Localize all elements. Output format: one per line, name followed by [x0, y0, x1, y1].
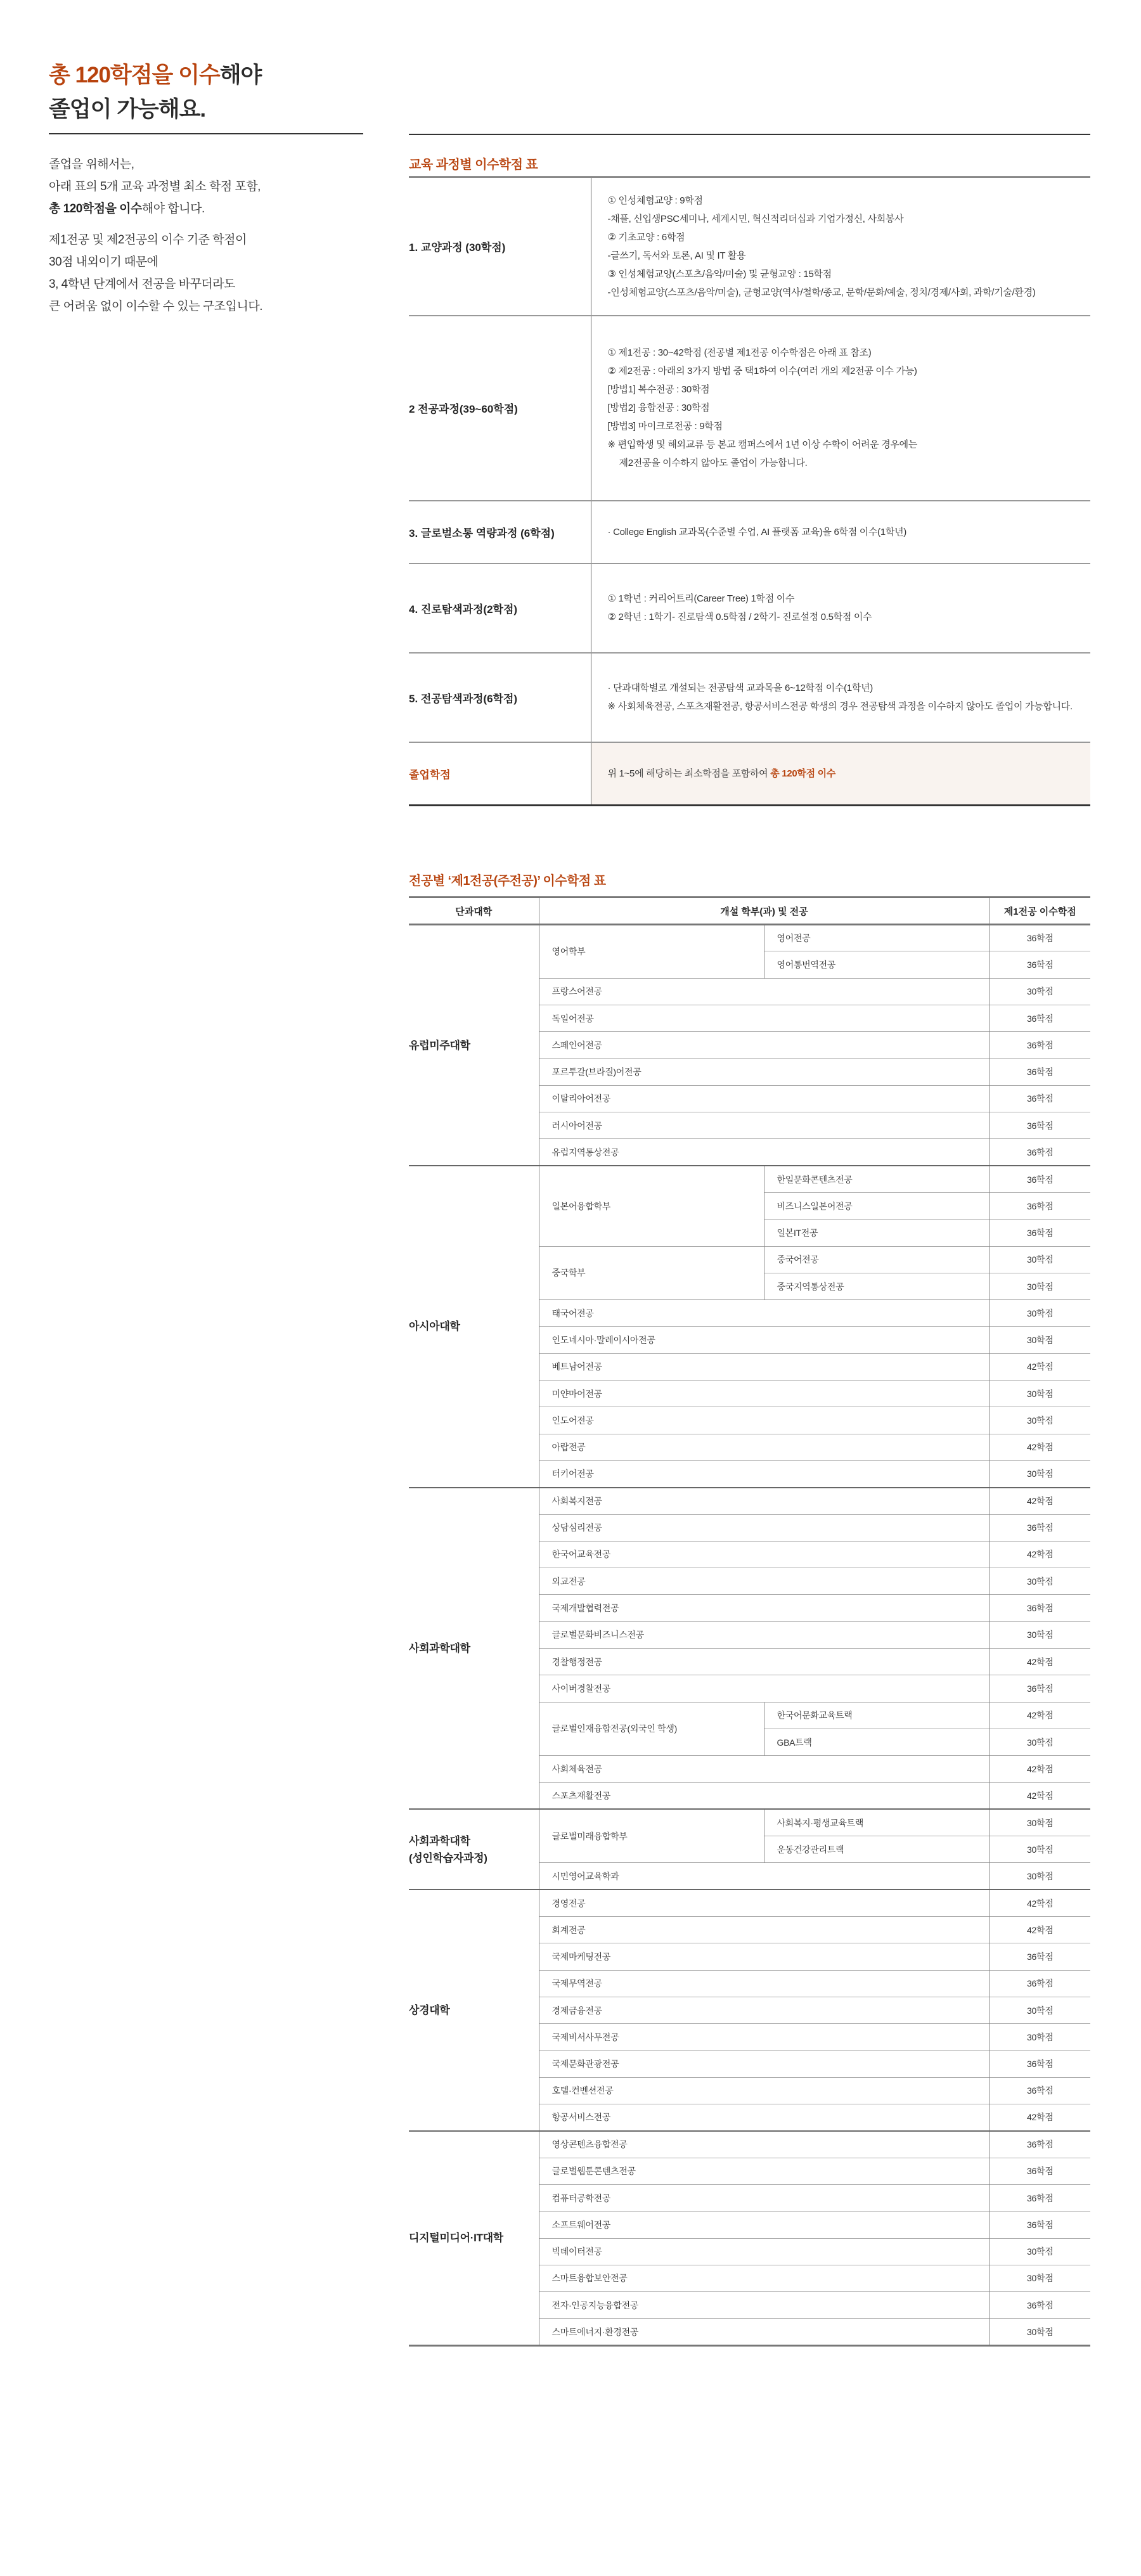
credit-value: 30학점: [990, 978, 1090, 1005]
course-line: · College English 교과목(수준별 수업, AI 플랫폼 교육)을 6학점 이수(1학년): [607, 526, 906, 538]
credit-value: 30학점: [990, 1246, 1090, 1273]
course-row: [409, 564, 1090, 653]
major-name: 회계전공: [539, 1916, 990, 1943]
credit-value: 30학점: [990, 1568, 1090, 1595]
major-name: 포르투갈(브라질)어전공: [539, 1059, 990, 1085]
credit-value: 36학점: [990, 2077, 1090, 2104]
course-table-title: 교육 과정별 이수학점 표: [409, 158, 538, 172]
intro-bold: 총 120학점을 이수: [49, 202, 142, 216]
credit-value: 30학점: [990, 1863, 1090, 1890]
major-credit-table: [409, 896, 1090, 2347]
course-row: [409, 653, 1090, 742]
credit-value: 42학점: [990, 1702, 1090, 1729]
major-name: 베트남어전공: [539, 1353, 990, 1380]
college-name: 디지털미디어·IT대학: [409, 2131, 539, 2345]
major-name: 아랍전공: [539, 1434, 990, 1460]
intro-line: 제1전공 및 제2전공의 이수 기준 학점이: [49, 233, 247, 247]
major-name: 호텔·컨벤션전공: [539, 2077, 990, 2104]
intro-line: 3, 4학년 단계에서 전공을 바꾸더라도: [49, 278, 235, 291]
credit-value: 30학점: [990, 1729, 1090, 1755]
credit-value: 30학점: [990, 1327, 1090, 1353]
course-content: [591, 177, 1090, 316]
course-line: ③ 인성체험교양(스포츠/음악/미술) 및 균형교양 : 15학점: [607, 268, 832, 280]
credit-value: 36학점: [990, 951, 1090, 978]
credit-value: 42학점: [990, 1890, 1090, 1916]
credit-value: 42학점: [990, 1488, 1090, 1514]
graduation-highlight: 총 120학점 이수: [770, 768, 836, 779]
headline-highlight: 총 120학점을 이수: [49, 63, 220, 87]
course-line: 제2전공을 이수하지 않아도 졸업이 가능합니다.: [619, 458, 808, 468]
major-name: 경찰행정전공: [539, 1649, 990, 1675]
major-name: 스포츠재활전공: [539, 1782, 990, 1809]
course-line: -글쓰기, 독서와 토론, AI 및 IT 활용: [607, 250, 746, 261]
major-name: 비즈니스일본어전공: [764, 1192, 990, 1219]
major-name: 영어통번역전공: [764, 951, 990, 978]
major-name: 글로벌웹툰콘텐츠전공: [539, 2158, 990, 2184]
major-name: 태국어전공: [539, 1300, 990, 1327]
credit-value: 36학점: [990, 2131, 1090, 2158]
department-name: 중국학부: [539, 1246, 764, 1300]
major-name: 국제문화관광전공: [539, 2051, 990, 2077]
course-line: ② 제2전공 : 아래의 3가지 방법 중 택1하여 이수(여러 개의 제2전공 이수 가능): [607, 366, 917, 377]
credit-value: 36학점: [990, 1675, 1090, 1702]
credit-value: 36학점: [990, 1166, 1090, 1192]
major-name: 스마트에너지·환경전공: [539, 2319, 990, 2345]
course-line: · 단과대학별로 개설되는 전공탐색 교과목을 6~12학점 이수(1학년): [607, 683, 873, 693]
credit-value: 36학점: [990, 2212, 1090, 2238]
course-row: [409, 501, 1090, 564]
credit-value: 42학점: [990, 1782, 1090, 1809]
major-name: 미얀마어전공: [539, 1381, 990, 1407]
course-line: [방법3] 마이크로전공 : 9학점: [607, 421, 723, 432]
table-row: [409, 2131, 1090, 2158]
course-content: [591, 653, 1090, 742]
course-content: [591, 564, 1090, 653]
course-line: ※ 편입학생 및 해외교류 등 본교 캠퍼스에서 1년 이상 수학이 어려운 경우에는: [607, 439, 918, 450]
major-name: 전자·인공지능융합전공: [539, 2292, 990, 2319]
major-name: 한국어문화교육트랙: [764, 1702, 990, 1729]
course-line: ① 1학년 : 커리어트리(Career Tree) 1학점 이수: [607, 593, 795, 604]
credit-value: 30학점: [990, 2319, 1090, 2345]
major-name: 인도어전공: [539, 1407, 990, 1434]
credit-value: 36학점: [990, 1139, 1090, 1166]
credit-value: 30학점: [990, 1300, 1090, 1327]
headline-line2: 졸업이 가능해요.: [49, 97, 206, 122]
major-name: 사이버경찰전공: [539, 1675, 990, 1702]
major-name: 이탈리아어전공: [539, 1085, 990, 1112]
table-row: [409, 1809, 1090, 1836]
credit-value: 36학점: [990, 1943, 1090, 1970]
credit-value: 30학점: [990, 2265, 1090, 2291]
intro-line: 30점 내외이기 때문에: [49, 255, 158, 269]
major-name: 국제마케팅전공: [539, 1943, 990, 1970]
course-row: [409, 177, 1090, 316]
course-line: ① 인성체험교양 : 9학점: [607, 195, 703, 206]
college-name: 아시아대학: [409, 1166, 539, 1488]
credit-value: 36학점: [990, 1032, 1090, 1059]
intro-line: 해야 합니다.: [141, 202, 205, 216]
major-name: 영어전공: [764, 925, 990, 951]
major-name: 중국어전공: [764, 1246, 990, 1273]
major-name: 국제무역전공: [539, 1970, 990, 1997]
credit-value: 30학점: [990, 2238, 1090, 2265]
major-name: 유럽지역통상전공: [539, 1139, 990, 1166]
major-name: 러시아어전공: [539, 1112, 990, 1139]
course-label: 4. 진로탐색과정(2학점): [409, 564, 591, 653]
major-name: 경영전공: [539, 1890, 990, 1916]
major-name: 빅데이터전공: [539, 2238, 990, 2265]
course-line: -채플, 신입생PSC세미나, 세계시민, 혁신적리더십과 기업가정신, 사회봉사: [607, 213, 904, 224]
major-name: GBA트랙: [764, 1729, 990, 1755]
college-name: 상경대학: [409, 1890, 539, 2131]
intro-text: [49, 153, 262, 326]
major-name: 한일문화콘텐츠전공: [764, 1166, 990, 1192]
course-label: 1. 교양과정 (30학점): [409, 177, 591, 316]
divider: [409, 134, 1090, 135]
credit-value: 36학점: [990, 1514, 1090, 1541]
credit-value: 42학점: [990, 1353, 1090, 1380]
course-content: [591, 316, 1090, 501]
course-row: [409, 316, 1090, 501]
major-name: 한국어교육전공: [539, 1541, 990, 1568]
major-name: 사회복지·평생교육트랙: [764, 1809, 990, 1836]
major-name: 사회체육전공: [539, 1756, 990, 1782]
graduation-content: [591, 742, 1090, 806]
major-name: 독일어전공: [539, 1005, 990, 1031]
college-name: 사회과학대학 (성인학습자과정): [409, 1809, 539, 1890]
table-row: [409, 1488, 1090, 1514]
graduation-row: [409, 742, 1090, 806]
major-name: 컴퓨터공학전공: [539, 2184, 990, 2211]
major-name: 상담심리전공: [539, 1514, 990, 1541]
credit-value: 30학점: [990, 1381, 1090, 1407]
course-line: ② 2학년 : 1학기- 진로탐색 0.5학점 / 2학기- 진로설정 0.5학점 이수: [607, 612, 872, 622]
graduation-text: 위 1~5에 해당하는 최소학점을 포함하여: [607, 768, 771, 779]
credit-value: 36학점: [990, 1112, 1090, 1139]
credit-value: 30학점: [990, 1273, 1090, 1299]
table-row: [409, 925, 1090, 951]
credit-value: 36학점: [990, 1005, 1090, 1031]
header-major: 개설 학부(과) 및 전공: [539, 898, 990, 925]
course-line: ① 제1전공 : 30~42학점 (전공별 제1전공 이수학점은 아래 표 참조): [607, 347, 872, 358]
major-name: 외교전공: [539, 1568, 990, 1595]
course-content: [591, 501, 1090, 564]
major-name: 경제금융전공: [539, 1997, 990, 2023]
credit-value: 36학점: [990, 1192, 1090, 1219]
major-name: 인도네시아·말레이시아전공: [539, 1327, 990, 1353]
department-name: 일본어융합학부: [539, 1166, 764, 1246]
intro-line: 큰 어려움 없이 이수할 수 있는 구조입니다.: [49, 300, 262, 313]
credit-value: 30학점: [990, 2024, 1090, 2051]
credit-value: 42학점: [990, 1434, 1090, 1460]
major-table-title: 전공별 ‘제1전공(주전공)’ 이수학점 표: [409, 874, 606, 888]
credit-value: 36학점: [990, 1220, 1090, 1246]
course-line: [방법1] 복수전공 : 30학점: [607, 384, 710, 395]
college-name: 유럽미주대학: [409, 925, 539, 1166]
header-credit: 제1전공 이수학점: [990, 898, 1090, 925]
credit-value: 42학점: [990, 1916, 1090, 1943]
course-label: 5. 전공탐색과정(6학점): [409, 653, 591, 742]
department-name: 글로벌인재융합전공(외국인 학생): [539, 1702, 764, 1756]
credit-value: 30학점: [990, 1836, 1090, 1863]
major-name: 영상콘텐츠융합전공: [539, 2131, 990, 2158]
major-name: 프랑스어전공: [539, 978, 990, 1005]
course-label: 2 전공과정(39~60학점): [409, 316, 591, 501]
credit-value: 36학점: [990, 1595, 1090, 1621]
major-name: 중국지역통상전공: [764, 1273, 990, 1299]
major-name: 국제개발협력전공: [539, 1595, 990, 1621]
credit-value: 36학점: [990, 2158, 1090, 2184]
credit-value: 42학점: [990, 1649, 1090, 1675]
credit-value: 30학점: [990, 1407, 1090, 1434]
major-name: 스마트융합보안전공: [539, 2265, 990, 2291]
major-name: 스페인어전공: [539, 1032, 990, 1059]
course-credit-table: [409, 176, 1090, 806]
credit-value: 30학점: [990, 1809, 1090, 1836]
course-line: -인성체험교양(스포츠/음악/미술), 균형교양(역사/철학/종교, 문학/문화/예술, 정치/경제/사회, 과학/기술/환경): [607, 287, 1036, 298]
credit-value: 30학점: [990, 1997, 1090, 2023]
major-name: 운동건강관리트랙: [764, 1836, 990, 1863]
headline-rest: 해야: [219, 63, 262, 87]
course-line: ※ 사회체육전공, 스포츠재활전공, 항공서비스전공 학생의 경우 전공탐색 과정을 이수하지 않아도 졸업이 가능합니다.: [607, 701, 1073, 712]
credit-value: 36학점: [990, 2184, 1090, 2211]
intro-line: 아래 표의 5개 교육 과정별 최소 학점 포함,: [49, 180, 261, 193]
course-line: [방법2] 융합전공 : 30학점: [607, 402, 710, 413]
credit-value: 42학점: [990, 1541, 1090, 1568]
table-row: [409, 1890, 1090, 1916]
major-name: 소프트웨어전공: [539, 2212, 990, 2238]
table-row: [409, 1166, 1090, 1192]
headline: [49, 58, 261, 127]
credit-value: 30학점: [990, 1460, 1090, 1487]
course-label: 3. 글로벌소통 역량과정 (6학점): [409, 501, 591, 564]
department-name: 글로벌미래융합학부: [539, 1809, 764, 1863]
major-name: 일본IT전공: [764, 1220, 990, 1246]
major-name: 국제비서사무전공: [539, 2024, 990, 2051]
credit-value: 36학점: [990, 925, 1090, 951]
credit-value: 36학점: [990, 2292, 1090, 2319]
major-name: 글로벌문화비즈니스전공: [539, 1621, 990, 1648]
major-name: 터키어전공: [539, 1460, 990, 1487]
header-college: 단과대학: [409, 898, 539, 925]
credit-value: 36학점: [990, 1085, 1090, 1112]
course-line: ② 기초교양 : 6학점: [607, 231, 685, 243]
credit-value: 36학점: [990, 1059, 1090, 1085]
credit-value: 36학점: [990, 1970, 1090, 1997]
intro-line: 졸업을 위해서는,: [49, 158, 134, 171]
credit-value: 36학점: [990, 2051, 1090, 2077]
major-name: 사회복지전공: [539, 1488, 990, 1514]
credit-value: 30학점: [990, 1621, 1090, 1648]
divider: [49, 133, 363, 134]
college-name: 사회과학대학: [409, 1488, 539, 1810]
credit-value: 42학점: [990, 2104, 1090, 2131]
department-name: 영어학부: [539, 925, 764, 979]
major-name: 항공서비스전공: [539, 2104, 990, 2131]
credit-value: 42학점: [990, 1756, 1090, 1782]
major-name: 시민영어교육학과: [539, 1863, 990, 1890]
graduation-label: 졸업학점: [409, 742, 591, 806]
